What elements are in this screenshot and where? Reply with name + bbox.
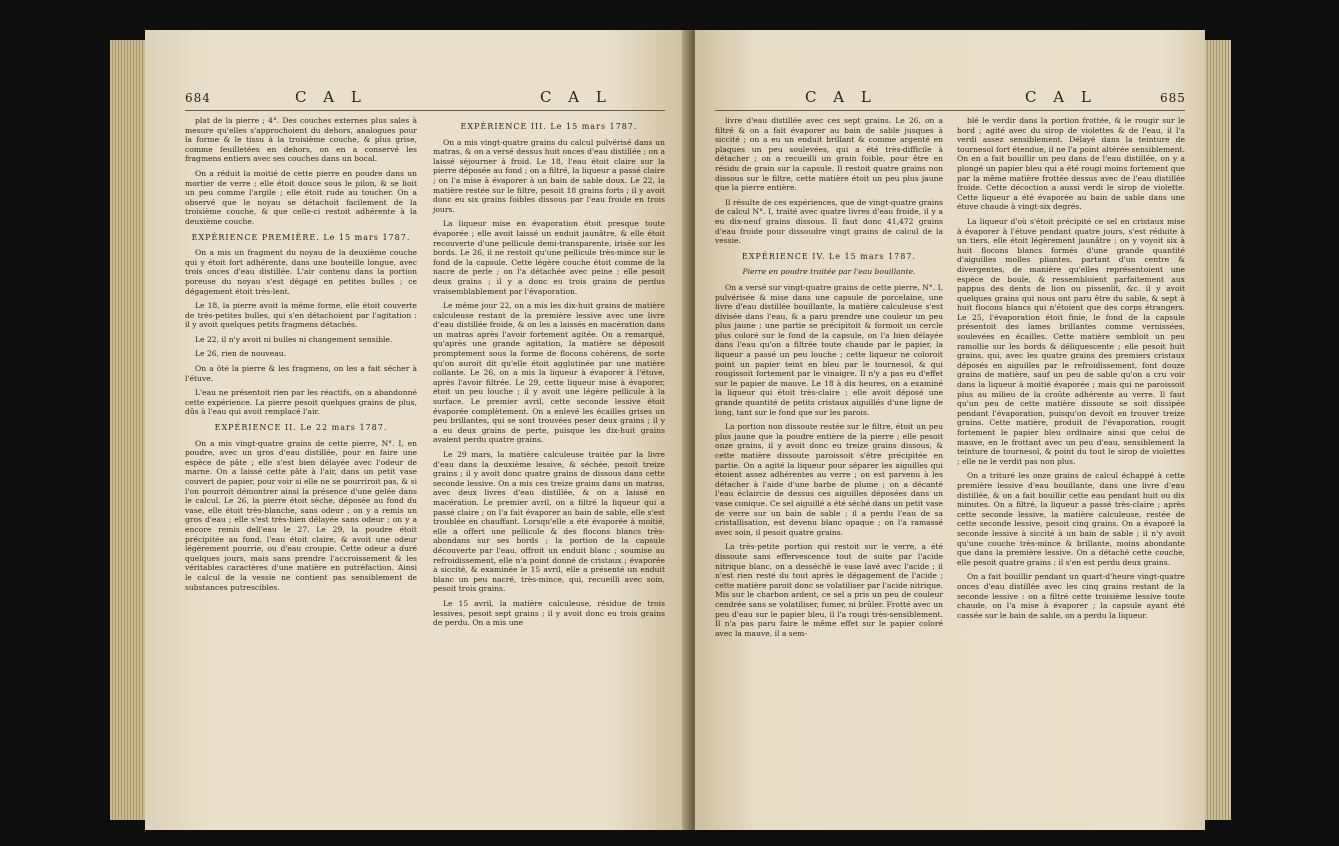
paragraph: On a fait bouillir pendant un quart-d'heure vingt-quatre onces d'eau distillée avec les cinq grains restant de la seconde lessive : on a filtré cette troisième lessive toute chaude, on l'a mise à évaporer ; la capsule ayant été cassée sur le bain de sable, on a perdu la liqueur.: [957, 572, 1185, 620]
right-running-head: C A L: [805, 88, 877, 106]
right-column-1: [715, 116, 943, 643]
left-column-2: [433, 116, 665, 633]
paragraph: On a mis un fragment du noyau de la deuxième couche qui y étoit fort adhérente, dans une bouteille longue, avec trois onces d'eau distillée. L'air contenu dans la portion poreuse du noyau s'est dégagé en petites bulles ; ce dégagement étoit très-lent.: [185, 248, 417, 296]
paragraph: On a réduit la moitié de cette pierre en poudre dans un mortier de verre ; elle étoit douce sous le pilon, & se lioit un peu comme l'argile ; elle étoit rude au toucher. On a observé que le noyau se détachoit facilement de la troisième couche, & que celle-ci restoit adhérente à la deuxième couche.: [185, 168, 417, 226]
paragraph: Le 15 avril, la matière calculeuse, résidue de trois lessives, pesoit sept grains ; il y avoit donc eu trois grains de perdu. On a mis une: [433, 598, 665, 628]
paragraph: On a ôté la pierre & les fragmens, on les a fait sécher à l'étuve.: [185, 364, 417, 383]
paragraph: Le même jour 22, on a mis les dix-huit grains de matière calculeuse restant de la première lessive avec une livre d'eau distillée froide, & on les a laissés en macération dans un matras après l'avoir fortement agitée. On a remarqué, qu'après une grande agitation, la matière se déposoit promptement sous la forme de flocons cohérens, de sorte qu'on auroit dit qu'elle étoit agglutinée par une matière collante. Le 26, on a mis la liqueur à évaporer à l'étuve, après l'avoir filtrée. Le 29, cette liqueur mise à évaporer, étoit un peu louche ; il y avoit une légère pellicule à la surface. Le premier avril, cette seconde lessive étoit évaporée complètement. On a enlevé les écailles grises un peu brillantes, qui se sont trouvées peser deux grains ; il y a eu deux grains de perte, puisque les dix-huit grains avaient perdu quatre grains.: [433, 301, 665, 445]
paragraph: Le 29 mars, la matière calculeuse traitée par la livre d'eau dans la deuxième lessive, & séchée, pesoit treize grains ; il y avoit donc quatre grains de dissous dans cette seconde lessive. On a mis ces treize grains dans un matras, avec deux livres d'eau distillée, & on a laissé en macération. Le premier avril, on a filtré la liqueur qui a passé claire ; on l'a fait évaporer au bain de sable, elle s'est troublée en chauffant. Lorsqu'elle a été évaporée à moitié, elle a offert une pellicule & des flocons blancs très-abondans sur ses bords ; la portion de la capsule découverte par l'eau, offroit un enduit blanc ; soumise au refroidissement, elle n'a point donné de cristaux ; évaporée à siccité, & examinée le 15 avril, elle a présenté un enduit blanc un peu nacré, très-mince, qui, recueilli avec soin, pesoit trois grains.: [433, 450, 665, 594]
paragraph: blé le verdir dans la portion frottée, & le rougir sur le bord ; agité avec du sirop de violettes & de l'eau, il l'a verdi assez sensiblement. Délayé dans la teinture de tournesol fort étendue, il ne l'a point altérée sensiblement. On en a fait bouillir un peu dans de l'eau distillée, on y a plongé un papier bleu qui a été rougi moins fortement que par la même matière frottée dessus avec de l'eau distillée froide. Cette décoction a aussi verdi le sirop de violette. Cette liqueur a été évaporée au bain de sable dans une étuve chaude à vingt-six degrés.: [957, 116, 1185, 212]
paragraph: L'eau ne présentoit rien par les réactifs, on a abandonné cette expérience. La pierre pesoit quelques grains de plus, dûs à l'eau qui avoit remplacé l'air.: [185, 388, 417, 417]
right-column-2: [957, 116, 1185, 625]
left-running-head-2: C A L: [540, 88, 612, 106]
left-header-rule: [185, 110, 665, 111]
left-column-1: [185, 116, 417, 597]
left-page: [145, 30, 691, 830]
paragraph: La très-petite portion qui restoit sur le verre, a été dissoute sans effervescence tout de suite par l'acide nitrique blanc, on a desséché le vase lavé avec l'acide ; il n'est rien resté du tout après le dégagement de l'acide ; cette matière paroit donc se volatiliser par l'acide nitrique. Mis sur le charbon ardent, ce sel a pris un peu de couleur cendrée sans se volatiliser, fumer, ni brûler. Frotté avec un peu d'eau sur le papier bleu, il l'a rougi très-sensiblement. Il n'a pas paru faire le même effet sur le papier coloré avec la mauve, il a sem-: [715, 542, 943, 638]
paragraph: Le 18, la pierre avoit la même forme, elle étoit couverte de très-petites bulles, qui s'en détachoient par l'agitation : il y avoit quelques petits fragmens détachés.: [185, 301, 417, 330]
paragraph: On a mis vingt-quatre grains du calcul pulvérisé dans un matras, & on a versé dessus huit onces d'eau distillée ; on a laissé séjourner à froid. Le 18, l'eau étoit claire sur la pierre déposée au fond ; on a filtré, la liqueur a passé claire ; on l'a mise à évaporer à un bain de sable doux. Le 22, la matière restée sur le filtre, pesoit 18 grains forts ; il y avoit donc eu six grains foibles dissous par l'eau froide en trois jours.: [433, 137, 665, 214]
right-page: [695, 30, 1205, 830]
paragraph: La liqueur mise en évaporation étoit presque toute évaporée ; elle avoit laissé un enduit jaunâtre, & elle étoit recouverte d'une pellicule demi-transparente, irisée sur les bords. Le 26, il ne restoit qu'une pellicule très-mince sur le fond de la capsule. Cette légère couche étoit comme de la nacre de perle ; on l'a détachée avec peine ; elle pesoit deux grains ; il y a donc eu trois grains de perdus vraisemblablement par l'évaporation.: [433, 219, 665, 296]
paragraph: La portion non dissoute restée sur le filtre, étoit un peu plus jaune que la poudre entière de la pierre ; elle pesoit onze grains, il y avoit donc eu treize grains dissous, & cette matière dissoute paroissoit s'être précipitée en partie. On a agité la liqueur pour séparer les aiguilles qui étoient assez adhérentes au verre ; on est parvenu à les détacher à l'aide d'une barbe de plume ; on a décanté l'eau éclaircie de dessus ces aiguilles déposées dans un vase conique. Ce sel aiguillé a été séché dans un petit vase de verre sur un bain de sable ; il a perdu l'eau de sa cristallisation, est devenu blanc opaque ; on l'a ramassé avec soin, il pesoit quatre grains.: [715, 422, 943, 537]
paragraph: On a versé sur vingt-quatre grains de cette pierre, N°. I, pulvérisée & mise dans une capsule de porcelaine, une livre d'eau distillée bouillante, la matière calculeuse s'est divisée dans l'eau, & a paru prendre une couleur un peu plus jaune ; une partie se précipitoit & formoit un cercle plus coloré sur le fond de la capsule, on l'a bien délayée dans l'eau qu'on a filtrée toute chaude par le papier, la liqueur a passé un peu louche ; cette liqueur ne coloroit point un papier teint en bleu par le tournesol, & qui rougissoit fortement par le vinaigre. Il n'y a pas eu d'effet sur le papier de mauve. Le 18 à dix heures, on a examiné la liqueur qui étoit très-claire ; elle avoit déposé une grande quantité de petits cristaux aiguillés d'une ligne de long, tant sur le fond que sur les parois.: [715, 282, 943, 417]
paragraph: livre d'eau distillée avec ces sept grains. Le 26, on a filtré & on a fait évaporer au bain de sable jusques à siccité ; on a eu un enduit brillant & comme argenté en plaques un peu soulevées, qui a été très-difficile à détacher ; on a recueilli un grain foible, pour être en résidu de grain sur la capsule. Il restoit quatre grains non dissous sur le filtre, cette matière étoit un peu plus jaune que la pierre entière.: [715, 116, 943, 193]
experiment-heading: EXPÉRIENCE PREMIÈRE. Le 15 mars 1787.: [191, 232, 411, 242]
left-page-number: 684: [185, 91, 211, 105]
left-running-head: C A L: [295, 88, 367, 106]
experiment-heading: EXPÉRIENCE II. Le 22 mars 1787.: [214, 423, 388, 433]
paragraph: Il résulte de ces expériences, que de vingt-quatre grains de calcul N°. I, traité avec quatre livres d'eau froide, il y a eu dix-neuf grains dissous. Il faut donc 41,472 grains d'eau froide pour dissoudre vingt grains de calcul de la vessie.: [715, 197, 943, 246]
paragraph: La liqueur d'où s'étoit précipité ce sel en cristaux mise à évaporer à l'étuve pendant quatre jours, s'est réduite à un tiers, elle étoit légèrement jaunâtre ; on y voyoit six à huit flocons blancs formés d'une grande quantité d'aiguilles molles pliantes, partant d'un centre & divergentes, de manière qu'elles représentoient une espèce de boule, & ressembloient parfaitement aux pappus des dents de lion ou pissenlit, &c. il y avoit quelques grains qui nous ont paru être du sable, & sept à huit flocons blancs qui n'étoient que des corps étrangers. Le 25, l'évaporation étoit finie, le fond de la capsule présentoit des lames brillantes comme vernissées, soulevées en écailles. Cette matière sembloit un peu ramollie sur les bords & déliquescente ; elle pesoit huit grains, qui, avec les quatre grains des premiers cristaux déposés en aiguilles par le refroidissement, font douze grains de matière, sauf un peu de sable qu'on a cru voir dans la liqueur à moitié évaporée ; mais qui ne paroissoit plus au milieu de la croûte adhérente au verre. Il faut qu'un peu de cette matière dissoute se soit dissipée pendant l'évaporation, puisqu'on devoit en trouver treize grains. Cette matière, produit de l'évaporation, rougit fortement le papier bleu ordinaire ainsi que celui de mauve, en le frottant avec un peu d'eau, sensiblement la teinture de tournesol, & point du tout le sirop de violettes ; elle ne le verdit pas non plus.: [957, 216, 1185, 466]
paragraph: On a trituré les onze grains de calcul échappé à cette première lessive d'eau bouillante, dans une livre d'eau distillée, & on a fait bouillir cette eau pendant huit ou dix minutes. On a filtré, la liqueur a passé très-claire ; après cette seconde lessive, la matière calculeuse, restée de cette seconde lessive, pesoit cinq grains. On a évaporé la seconde lessive à siccité à un bain de sable ; il n'y avoit qu'une couche très-mince & brillante, moins abondante que dans la première lessive. On a détaché cette couche, elle pesoit quatre grains ; il s'en est perdu deux grains.: [957, 471, 1185, 567]
experiment-heading: EXPÉRIENCE III. Le 15 mars 1787.: [460, 122, 638, 131]
paragraph: plat de la pierre ; 4°. Des couches externes plus sales à mesure qu'elles s'approchoient du dehors, analogues pour la forme & le tissu à la troisième couche, & plus grise, comme feuilletées en dehors, on en a conservé les fragmens entiers avec ses couches dans un bocal.: [185, 116, 417, 164]
paragraph: Le 26, rien de nouveau.: [195, 349, 287, 359]
experiment-heading: EXPÉRIENCE IV. Le 15 mars 1787.: [742, 251, 916, 261]
paragraph: Le 22, il n'y avoit ni bulles ni changement sensible.: [195, 334, 393, 344]
right-page-number: 685: [1160, 91, 1186, 105]
right-running-head-2: C A L: [1025, 88, 1097, 106]
right-header-rule: [715, 110, 1185, 111]
experiment-subtitle: Pierre en poudre traitée par l'eau bouillante.: [742, 267, 916, 277]
left-page-edges: [110, 40, 150, 820]
paragraph: On a mis vingt-quatre grains de cette pierre, N°. I, en poudre, avec un gros d'eau distillée, pour en faire une espèce de pâte ; elle s'est bien délayée avec l'odeur de marne. On a laissé cette pâte à l'air, dans un petit vase couvert de papier, pour voir si elle ne se pourriroit pas, & si l'on pourroit démontrer ainsi la présence d'une gelée dans le calcul. Le 26, la pierre étoit sèche, déposée au fond du vase, elle étoit très-blanche, sans odeur ; on y a remis un gros d'eau ; elle s'est très-bien délayée sans odeur ; on y a encore remis dell'eau le 27. Le 29, la poudre étoit précipitée au fond, l'eau étoit claire, & avoit une odeur légèrement pourrie, ou d'eau croupie. Cette odeur a duré quelques jours, mais sans prendre l'accroissement & les véritables caractères d'une matière en putréfaction. Ainsi le calcul de la vessie ne contient pas sensiblement de substances putrescibles.: [185, 438, 417, 592]
